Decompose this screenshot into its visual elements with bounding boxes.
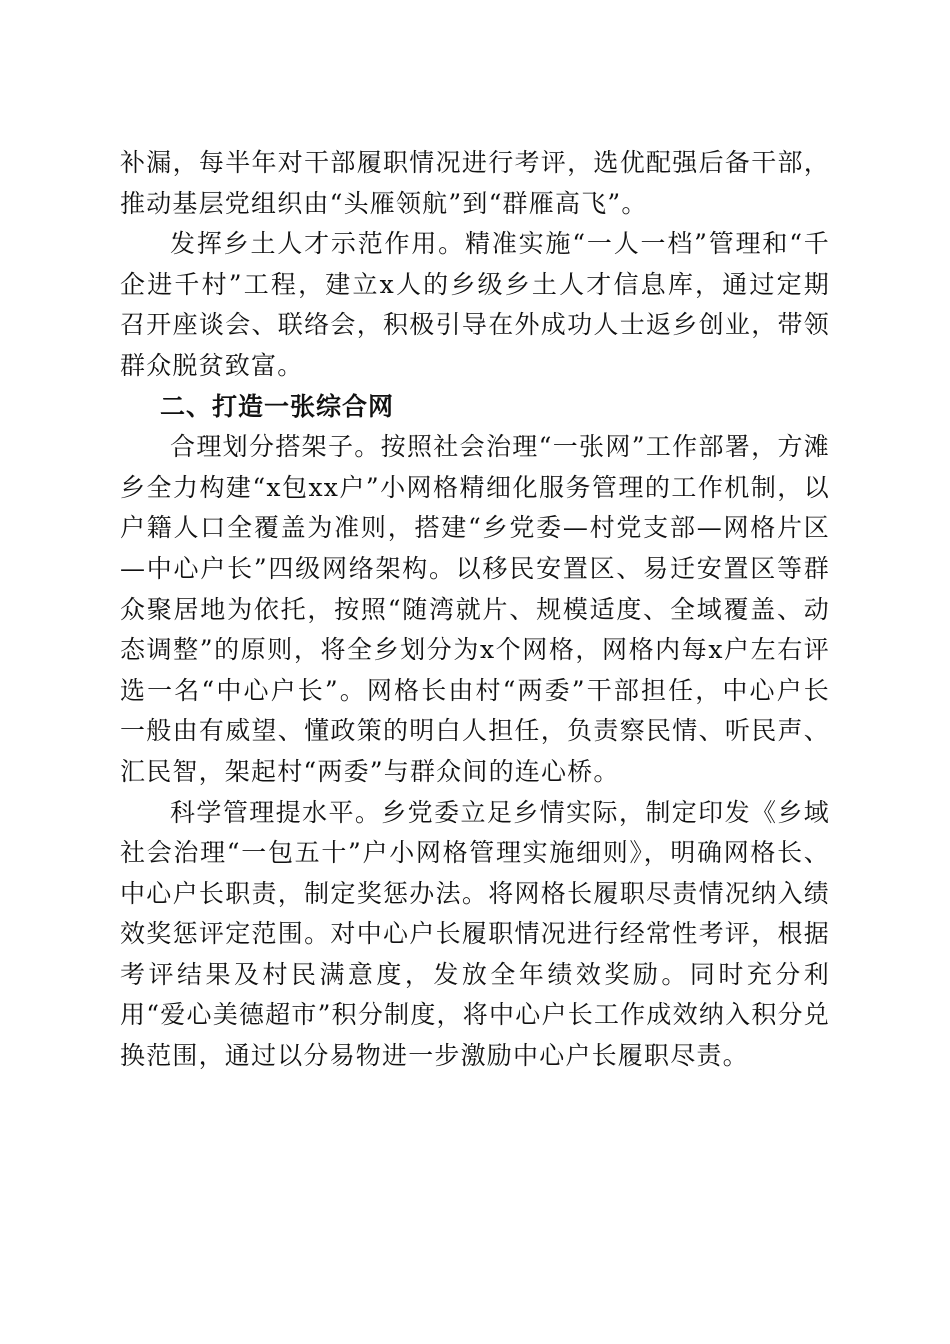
document-body xyxy=(120,143,830,1077)
paragraph-rural-talent: 发挥乡土人才示范作用。精准实施“一人一档”管理和“千企进千村”工程，建立x人的乡级乡土人才信息库，通过定期召开座谈会、联络会，积极引导在外成功人士返乡创业，带领群众脱贫致富。 xyxy=(120,229,830,380)
section-heading: 二、打造一张综合网 xyxy=(160,391,395,421)
paragraph-continuation: 补漏，每半年对干部履职情况进行考评，选优配强后备干部，推动基层党组织由“头雁领航”到“群雁高飞”。 xyxy=(120,148,830,218)
paragraph-grid-structure: 合理划分搭架子。按照社会治理“一张网”工作部署，方滩乡全力构建“x包xx户”小网格精细化服务管理的工作机制，以户籍人口全覆盖为准则，搭建“乡党委—村党支部—网格片区—中心户长”四级网络架构。以移民安置区、易迁安置区等群众聚居地为依托，按照“随湾就片、规模适度、全域覆盖、动态调整”的原则，将全乡划分为x个网格，网格内每x户左右评选一名“中心户长”。网格长由村“两委”干部担任，中心户长一般由有威望、懂政策的明白人担任，负责察民情、听民声、汇民智，架起村“两委”与群众间的连心桥。 xyxy=(120,432,830,786)
paragraph-management: 科学管理提水平。乡党委立足乡情实际，制定印发《乡域社会治理“一包五十”户小网格管理实施细则》，明确网格长、中心户长职责，制定奖惩办法。将网格长履职尽责情况纳入绩效奖惩评定范围。对中心户长履职情况进行经常性考评，根据考评结果及村民满意度，发放全年绩效奖励。同时充分利用“爱心美德超市”积分制度，将中心户长工作成效纳入积分兑换范围，通过以分易物进一步激励中心户长履职尽责。 xyxy=(120,797,830,1071)
